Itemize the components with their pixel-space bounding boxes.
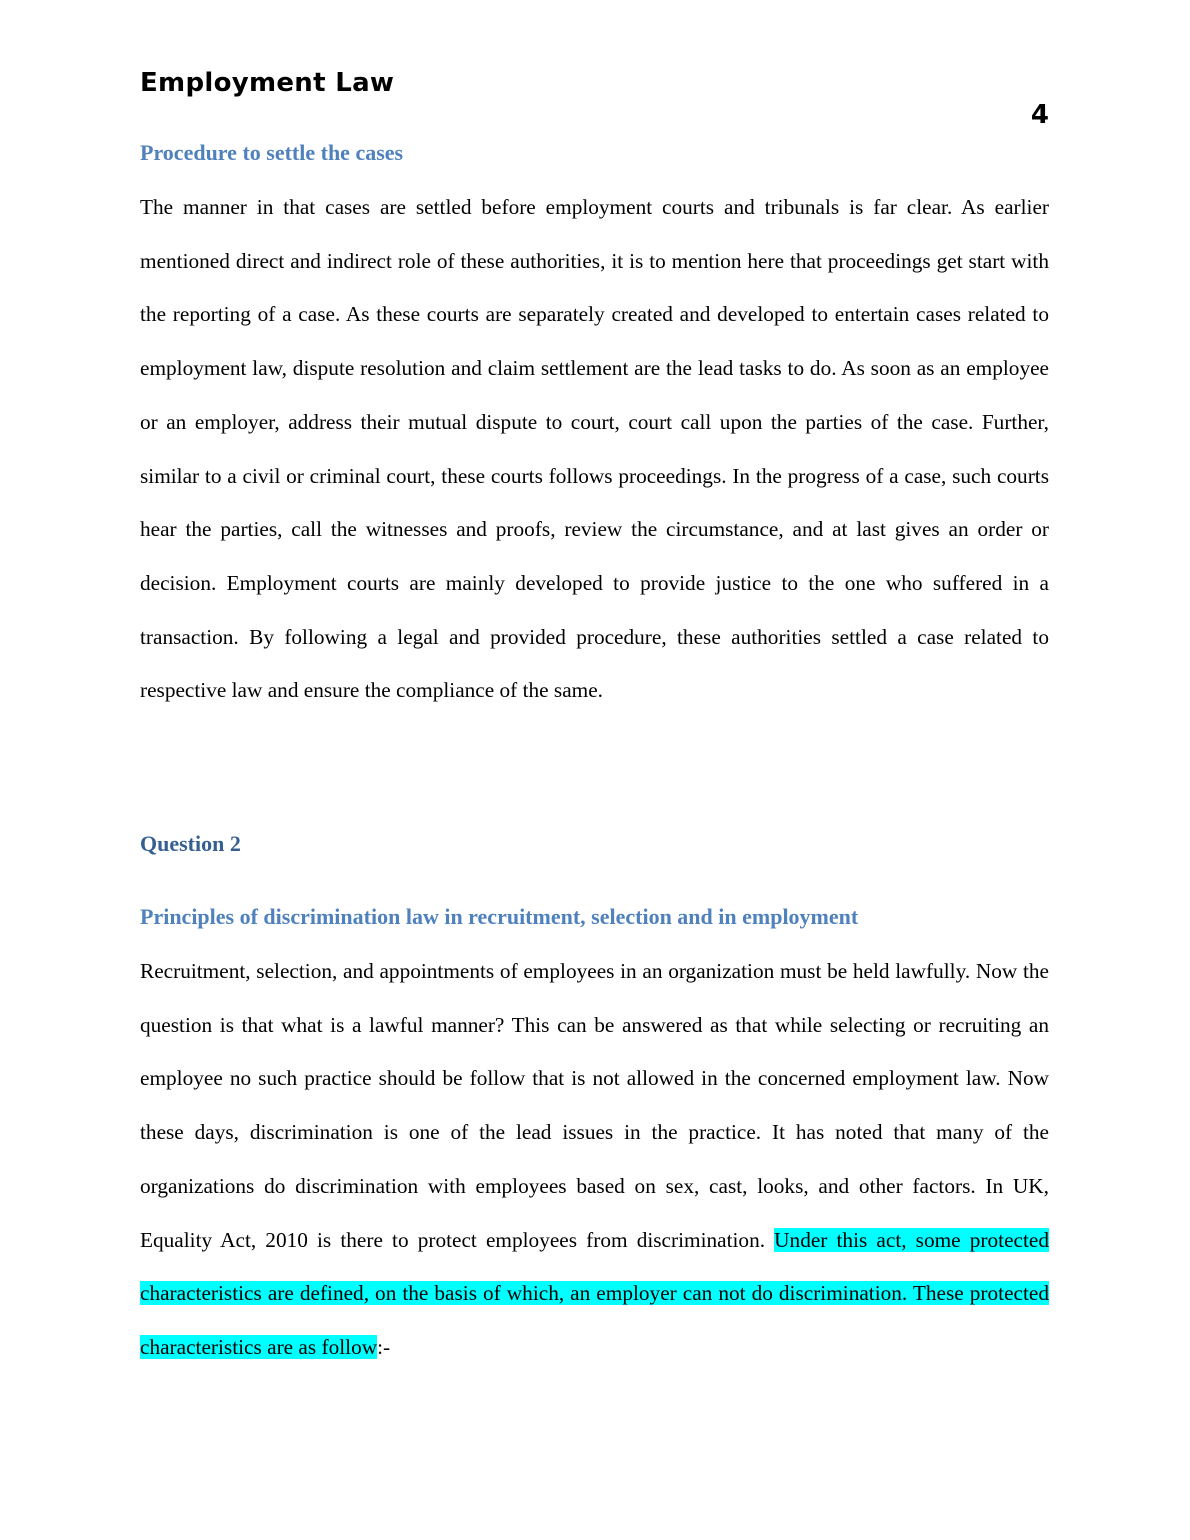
highlighted-text: Under this act, some protected characteristics are defined, on the basis of which, an employer can not do discrimination. These protected characteristics are as follow	[140, 1227, 1049, 1359]
running-head-title: Employment Law	[140, 68, 395, 98]
paragraph-text: Recruitment, selection, and appointments of employees in an organization must be held lawfully. Now the question is that what is a lawful manner? This can be answered as that while selecting or recruiting an employee no such practice should be follow that is not allowed in the concerned employment law. Now these days, discrimination is one of the lead issues in the practice. It has noted that many of the organizations do discrimination with employees based on sex, cast, looks, and other factors. In UK, Equality Act, 2010 is there to protect employees from discrimination.	[140, 959, 1049, 1252]
page-number: 4	[1030, 100, 1049, 130]
paragraph-procedure: The manner in that cases are settled before employment courts and tribunals is far clear. As earlier mentioned direct and indirect role of these authorities, it is to mention here that proceedings get start with the reporting of a case. As these courts are separately created and developed to entertain cases related to employment law, dispute resolution and claim settlement are the lead tasks to do. As soon as an employee or an employer, address their mutual dispute to court, court call upon the parties of the case. Further, similar to a civil or criminal court, these courts follows proceedings. In the progress of a case, such courts hear the parties, call the witnesses and proofs, review the circumstance, and at last gives an order or decision. Employment courts are mainly developed to provide justice to the one who suffered in a transaction. By following a legal and provided procedure, these authorities settled a case related to respective law and ensure the compliance of the same.	[140, 195, 1049, 703]
paragraph-tail: :-	[377, 1334, 391, 1359]
paragraph-discrimination	[140, 945, 1049, 1375]
section-heading-procedure: Procedure to settle the cases	[140, 140, 404, 165]
section-heading-discrimination: Principles of discrimination law in recruitment, selection and in employment	[140, 904, 859, 929]
question-heading: Question 2	[140, 831, 241, 856]
